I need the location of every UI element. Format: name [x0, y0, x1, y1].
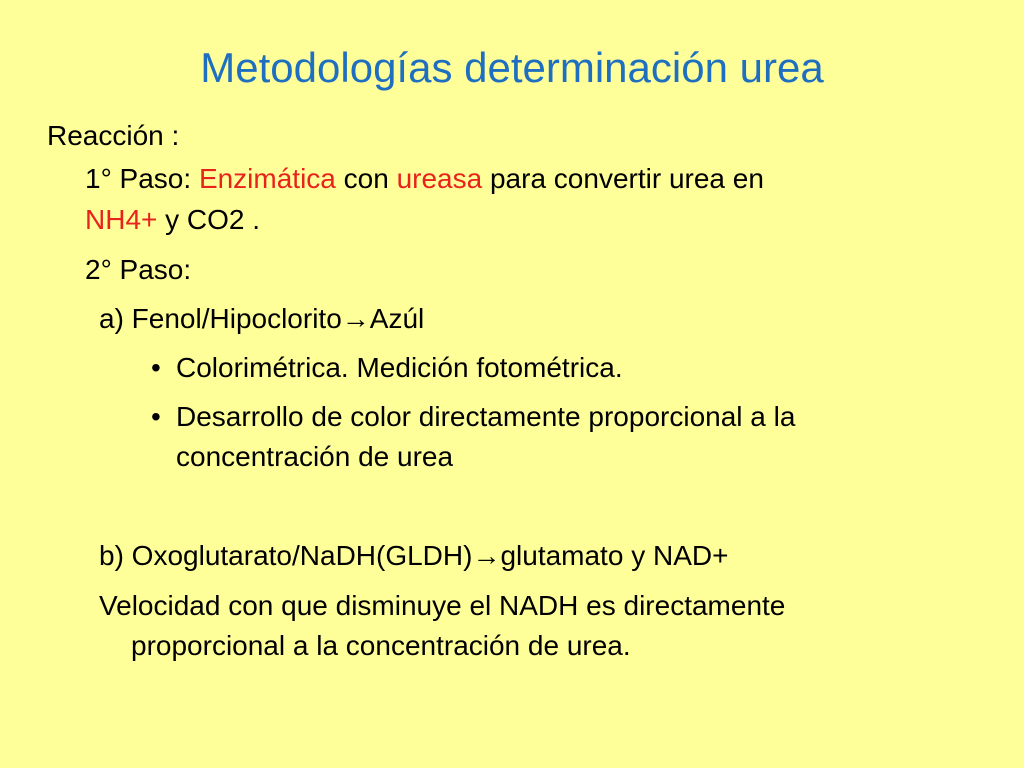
slide-title: Metodologías determinación urea: [200, 44, 824, 91]
paso1-mid: con: [335, 163, 397, 194]
paso1-rest: para convertir urea en: [482, 163, 764, 194]
bullet-dot-icon: •: [151, 401, 161, 432]
term-ureasa: ureasa: [396, 163, 483, 194]
paso1-line2: [85, 203, 260, 237]
term-nh4: NH4+: [85, 204, 158, 235]
velocidad-line1: Velocidad con que disminuye el NADH es directamente: [99, 590, 786, 621]
option-b: b) Oxoglutarato/NaDH(GLDH)→glutamato y NAD+: [99, 540, 729, 571]
bullet-desarrollo-line1: Desarrollo de color directamente proporcional a la: [176, 401, 796, 432]
term-enzimatica: Enzimática: [198, 163, 336, 194]
velocidad-line2: proporcional a la concentración de urea.: [131, 630, 631, 661]
bullet-desarrollo-line2: concentración de urea: [176, 441, 454, 472]
option-a: a) Fenol/Hipoclorito→Azúl: [99, 303, 425, 334]
paso2-label: 2° Paso:: [85, 254, 192, 285]
bullet-colorimetrica: Colorimétrica. Medición fotométrica.: [176, 352, 623, 383]
paso1-prefix: 1° Paso:: [85, 163, 199, 194]
paso1-end: y CO2 .: [157, 204, 261, 235]
reaccion-label: Reacción :: [47, 120, 180, 151]
bullet-dot-icon: •: [151, 352, 161, 383]
paso1-line: [85, 162, 764, 196]
